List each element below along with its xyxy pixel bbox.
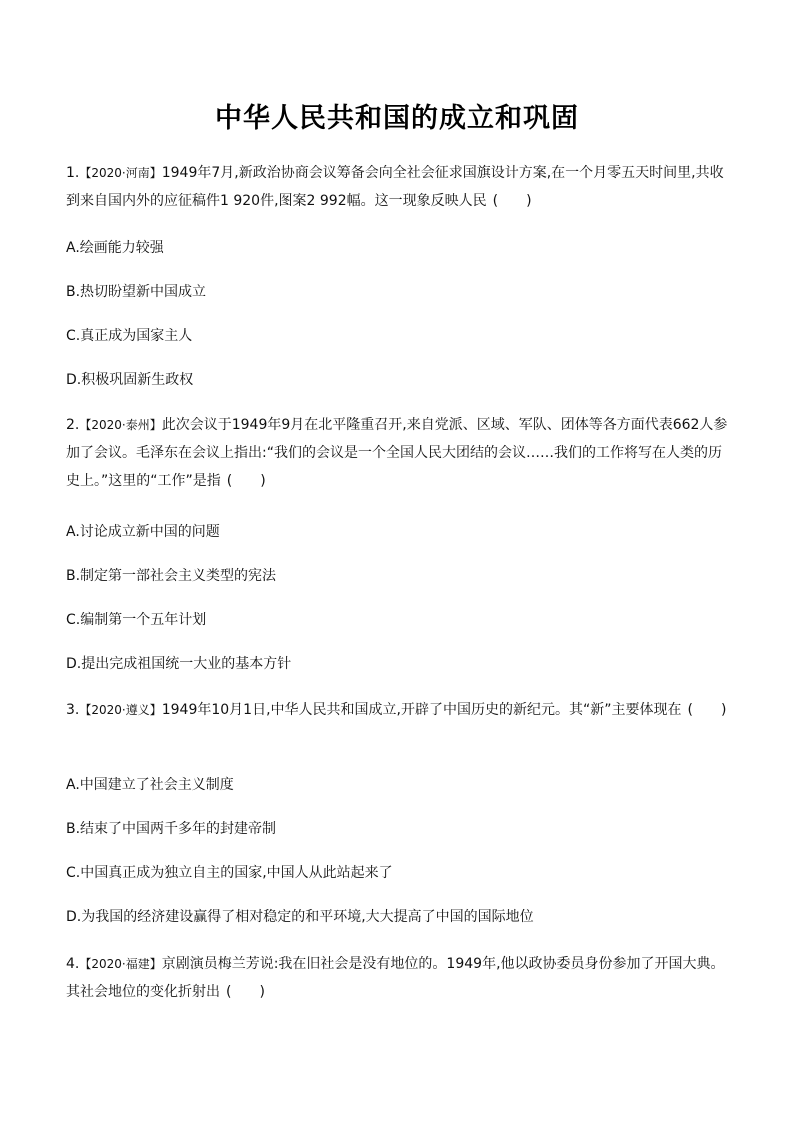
question-stem: 此次会议于1949年9月在北平隆重召开,来自党派、区域、军队、团体等各方面代表662人参加了会议。毛泽东在会议上指出:“我们的会议是一个全国人民大团结的会议……我们的工作将写在人类的历史上。”这里的“工作”是指 [66, 417, 728, 489]
question-3 [66, 696, 730, 724]
question-number: 1. [66, 165, 80, 181]
question-4 [66, 950, 730, 1006]
page-title: 中华人民共和国的成立和巩固 [215, 103, 579, 134]
option-d: D.为我国的经济建设赢得了相对稳定的和平环境,大大提高了中国的国际地位 [66, 909, 534, 925]
question-number: 3. [66, 702, 80, 718]
question-2 [66, 411, 730, 495]
question-stem: 1949年10月1日,中华人民共和国成立,开辟了中国历史的新纪元。其“新”主要体现在 [161, 702, 682, 718]
option-d: D.积极巩固新生政权 [66, 372, 194, 388]
option-c: C.中国真正成为独立自主的国家,中国人从此站起来了 [66, 865, 393, 881]
option-a: A.中国建立了社会主义制度 [66, 777, 234, 793]
answer-parentheses: ( ) [226, 473, 266, 489]
question-1 [66, 159, 730, 215]
option-c: C.真正成为国家主人 [66, 328, 193, 344]
question-number: 4. [66, 956, 80, 972]
question-source: 【2020·遵义】 [79, 703, 162, 717]
option-b: B.制定第一部社会主义类型的宪法 [66, 568, 277, 584]
question-stem: 1949年7月,新政治协商会议筹备会向全社会征求国旗设计方案,在一个月零五天时间里,共收到来自国内外的应征稿件1 920件,图案2 992幅。这一现象反映人民 [66, 165, 724, 209]
option-b: B.结束了中国两千多年的封建帝制 [66, 821, 277, 837]
answer-parentheses: ( ) [492, 193, 532, 209]
option-a: A.讨论成立新中国的问题 [66, 524, 220, 540]
option-b: B.热切盼望新中国成立 [66, 284, 207, 300]
option-a: A.绘画能力较强 [66, 240, 164, 256]
option-c: C.编制第一个五年计划 [66, 612, 207, 628]
question-number: 2. [66, 417, 80, 433]
option-d: D.提出完成祖国统一大业的基本方针 [66, 656, 292, 672]
question-source: 【2020·河南】 [79, 166, 162, 180]
answer-parentheses: ( ) [226, 984, 265, 1000]
question-source: 【2020·福建】 [79, 957, 162, 971]
question-source: 【2020·泰州】 [79, 418, 162, 432]
answer-parentheses: ( ) [687, 702, 727, 718]
question-stem: 京剧演员梅兰芳说:我在旧社会是没有地位的。1949年,他以政协委员身份参加了开国大典。其社会地位的变化折射出 [66, 956, 725, 1000]
